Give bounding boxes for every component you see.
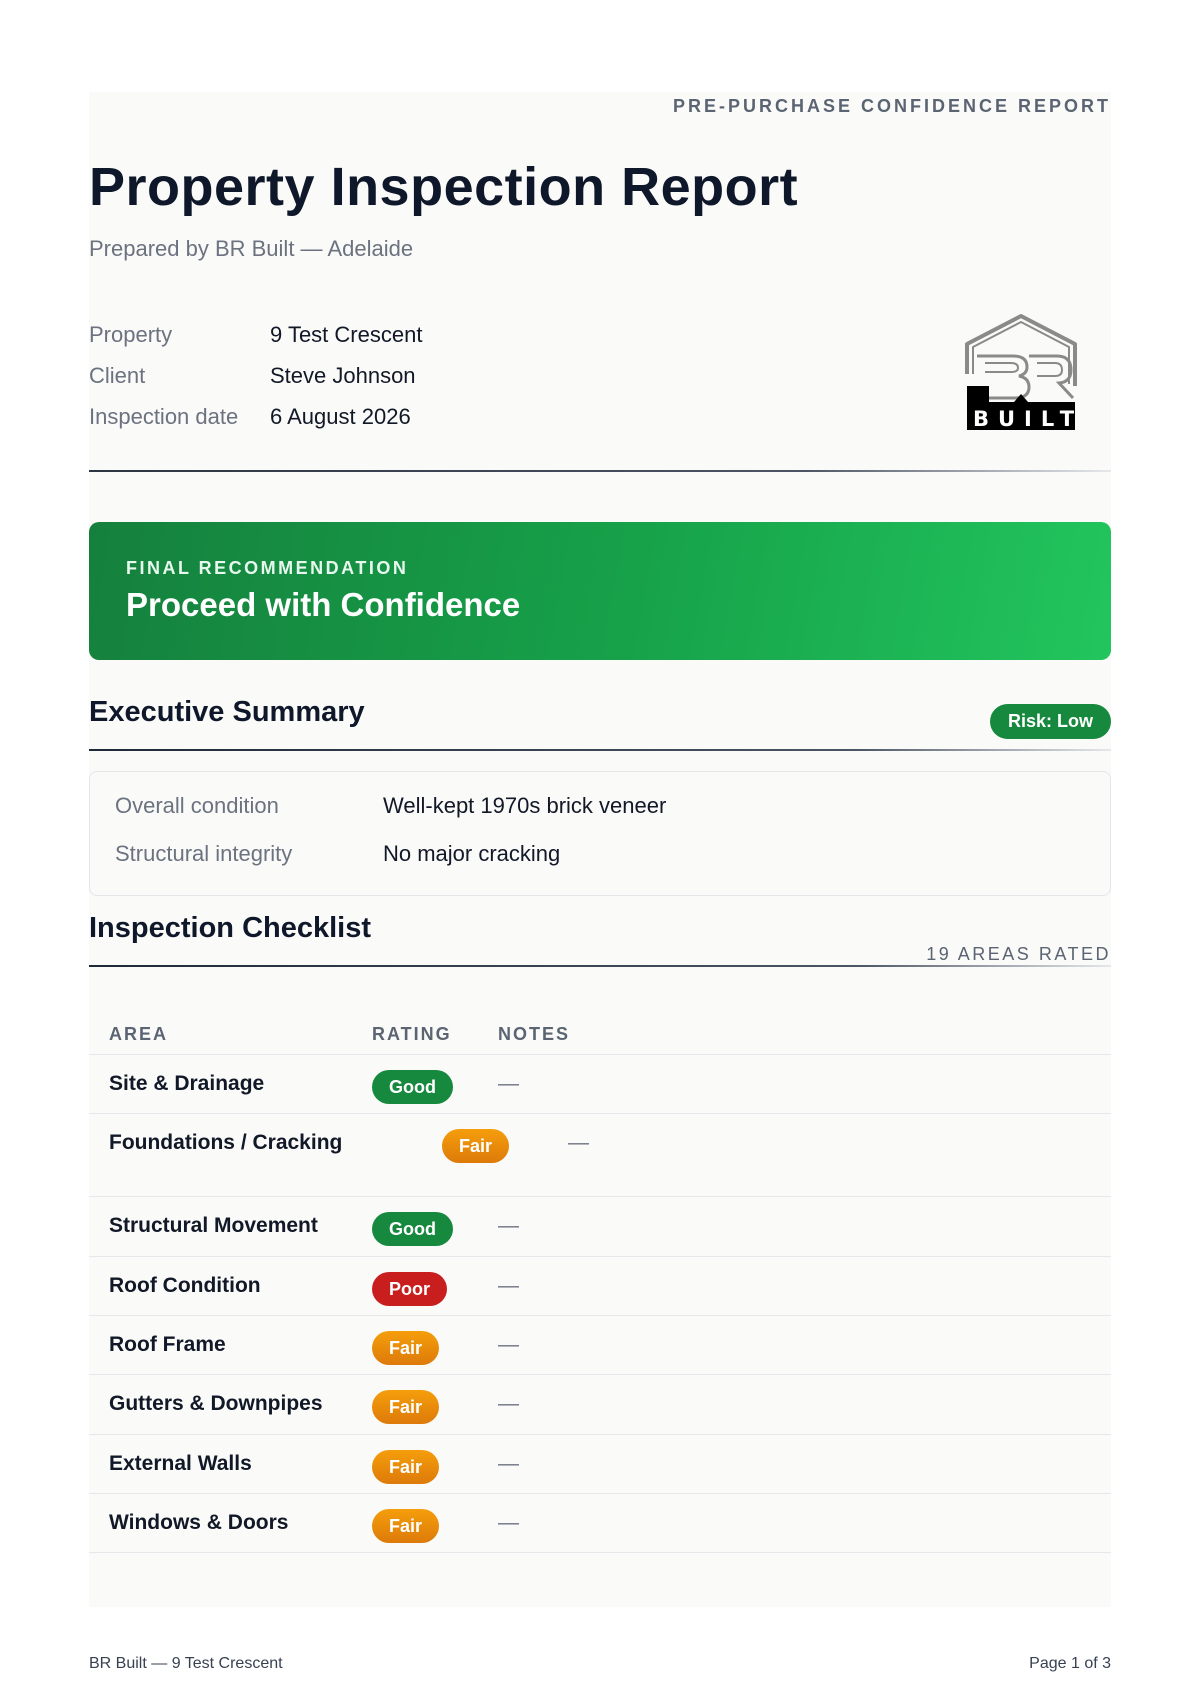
summary-row-overall-condition bbox=[115, 793, 666, 819]
meta-row-inspection-date bbox=[89, 396, 422, 437]
table-row bbox=[89, 1316, 1111, 1375]
areas-rated-count: 19 AREAS RATED bbox=[926, 944, 1111, 964]
rating-cell bbox=[372, 1257, 498, 1306]
rating-cell bbox=[372, 1055, 498, 1104]
area-name: External Walls bbox=[109, 1452, 252, 1475]
summary-label: Structural integrity bbox=[115, 841, 293, 866]
notes-cell: — bbox=[498, 1214, 519, 1237]
notes-cell: — bbox=[498, 1511, 519, 1534]
area-name: Windows & Doors bbox=[109, 1511, 289, 1534]
inspection-checklist-heading: Inspection Checklist bbox=[89, 912, 372, 944]
table-header bbox=[89, 1014, 1111, 1055]
rating-cell bbox=[372, 1197, 498, 1246]
report-type-label: PRE-PURCHASE CONFIDENCE REPORT bbox=[672, 96, 1111, 116]
recommendation-label: FINAL RECOMMENDATION bbox=[126, 558, 409, 578]
area-name: Site & Drainage bbox=[109, 1072, 265, 1095]
page-subtitle: Prepared by BR Built — Adelaide bbox=[89, 236, 414, 261]
footer-document-label: BR Built — 9 Test Crescent bbox=[89, 1655, 283, 1672]
report-page bbox=[89, 92, 1111, 1607]
notes-cell: — bbox=[498, 1333, 519, 1356]
summary-label: Overall condition bbox=[115, 793, 279, 818]
checklist-table bbox=[89, 1014, 1111, 1553]
table-row bbox=[89, 1435, 1111, 1494]
area-name: Foundations / Cracking bbox=[109, 1131, 343, 1154]
svg-text:BUILT: BUILT bbox=[973, 407, 1084, 431]
notes-cell: — bbox=[498, 1274, 519, 1297]
notes-cell: — bbox=[568, 1131, 589, 1154]
notes-cell: — bbox=[498, 1392, 519, 1415]
rating-badge-poor: Poor bbox=[372, 1272, 447, 1306]
page-title: Property Inspection Report bbox=[89, 157, 799, 217]
rating-badge-fair: Fair bbox=[372, 1450, 439, 1484]
summary-card bbox=[89, 771, 1111, 896]
meta-label: Client bbox=[89, 362, 146, 388]
section-divider bbox=[89, 965, 1111, 967]
area-name: Roof Condition bbox=[109, 1274, 261, 1297]
area-name: Gutters & Downpipes bbox=[109, 1392, 323, 1415]
rating-cell bbox=[372, 1375, 498, 1424]
meta-value: 6 August 2026 bbox=[270, 403, 411, 429]
report-meta bbox=[89, 314, 422, 437]
meta-label: Inspection date bbox=[89, 403, 239, 429]
meta-value: Steve Johnson bbox=[270, 362, 416, 388]
table-row bbox=[89, 1055, 1111, 1114]
area-name: Roof Frame bbox=[109, 1333, 226, 1356]
section-divider bbox=[89, 749, 1111, 751]
rating-badge-fair: Fair bbox=[372, 1331, 439, 1365]
header-divider bbox=[89, 470, 1111, 472]
table-row bbox=[89, 1114, 1111, 1197]
notes-cell: — bbox=[498, 1072, 519, 1095]
table-row bbox=[89, 1494, 1111, 1553]
summary-value: Well-kept 1970s brick veneer bbox=[383, 793, 667, 818]
column-header-area: AREA bbox=[109, 1023, 169, 1044]
table-row bbox=[89, 1375, 1111, 1435]
rating-cell bbox=[372, 1494, 498, 1543]
rating-badge-good: Good bbox=[372, 1070, 453, 1104]
rating-badge-fair: Fair bbox=[442, 1129, 509, 1163]
recommendation-banner bbox=[89, 522, 1111, 660]
executive-summary-heading: Executive Summary bbox=[89, 696, 365, 728]
summary-value: No major cracking bbox=[383, 841, 561, 866]
rating-badge-good: Good bbox=[372, 1212, 453, 1246]
rating-cell bbox=[442, 1114, 568, 1163]
rating-cell bbox=[372, 1316, 498, 1365]
notes-cell: — bbox=[498, 1452, 519, 1475]
meta-label: Property bbox=[89, 321, 173, 347]
footer-page-number: Page 1 of 3 bbox=[1029, 1655, 1111, 1672]
meta-row-client bbox=[89, 355, 422, 396]
meta-value: 9 Test Crescent bbox=[270, 321, 423, 347]
rating-badge-fair: Fair bbox=[372, 1509, 439, 1543]
recommendation-title: Proceed with Confidence bbox=[126, 586, 521, 623]
br-built-logo bbox=[955, 314, 1087, 434]
summary-row-structural-integrity bbox=[115, 841, 560, 867]
rating-badge-fair: Fair bbox=[372, 1390, 439, 1424]
risk-badge: Risk: Low bbox=[990, 704, 1111, 739]
table-row bbox=[89, 1257, 1111, 1316]
rating-cell bbox=[372, 1435, 498, 1484]
meta-row-property bbox=[89, 314, 422, 355]
table-row bbox=[89, 1197, 1111, 1257]
column-header-rating: RATING bbox=[372, 1023, 452, 1044]
column-header-notes: NOTES bbox=[498, 1023, 571, 1044]
area-name: Structural Movement bbox=[109, 1214, 318, 1237]
table-body bbox=[89, 1055, 1111, 1553]
